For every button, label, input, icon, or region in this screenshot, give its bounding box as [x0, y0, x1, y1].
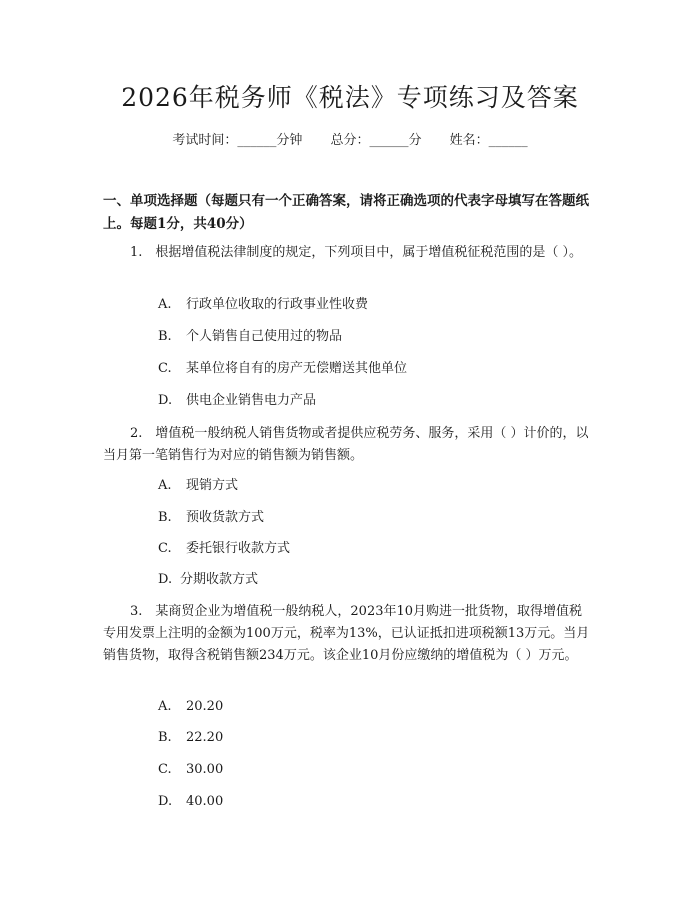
exam-name-field: 姓名：______ [449, 133, 528, 148]
question-1-option-d: D. 供电企业销售电力产品 [158, 393, 317, 408]
question-3-option-c: C. 30.00 [158, 762, 224, 777]
question-3: 3. 某商贸企业为增值税一般纳税人，2023年10月购进一批货物，取得增值税专用发票上注明的金额为100万元，税率为13%，已认证抵扣进项税额13万元。当月销售货物，取得含税销售额234万元。该企业10月份应缴纳的增值税为（ ）万元。 [103, 604, 590, 663]
question-2-option-b: B. 预收货款方式 [158, 510, 265, 525]
page-title: 2026年税务师《税法》专项练习及答案 [121, 83, 579, 112]
question-2-option-d: D. 分期收款方式 [158, 572, 259, 587]
question-2-option-c: C. 委托银行收款方式 [158, 541, 291, 556]
exam-time: 考试时间：______分钟 [172, 133, 303, 148]
exam-info [0, 130, 700, 152]
question-3-option-b: B. 22.20 [158, 730, 224, 745]
question-1-option-c: C. 某单位将自有的房产无偿赠送其他单位 [158, 361, 408, 376]
question-3-option-a: A. 20.20 [158, 699, 224, 714]
question-2: 2. 增值税一般纳税人销售货物或者提供应税劳务、服务，采用（ ）计价的，以当月第一笔销售行为对应的销售额为销售额。 [103, 426, 589, 463]
question-2-option-a: A. 现销方式 [158, 478, 239, 493]
question-1: 1. 根据增值税法律制度的规定，下列项目中，属于增值税征税范围的是（ ）。 [130, 245, 583, 260]
question-1-option-b: B. 个人销售自己使用过的物品 [158, 329, 343, 344]
exam-total-score: 总分：______分 [330, 133, 422, 148]
question-3-option-d: D. 40.00 [158, 794, 224, 809]
question-1-option-a: A. 行政单位收取的行政事业性收费 [158, 297, 369, 312]
section-heading: 一、单项选择题（每题只有一个正确答案，请将正确选项的代表字母填写在答题纸上。每题1分，共40分） [103, 193, 589, 232]
